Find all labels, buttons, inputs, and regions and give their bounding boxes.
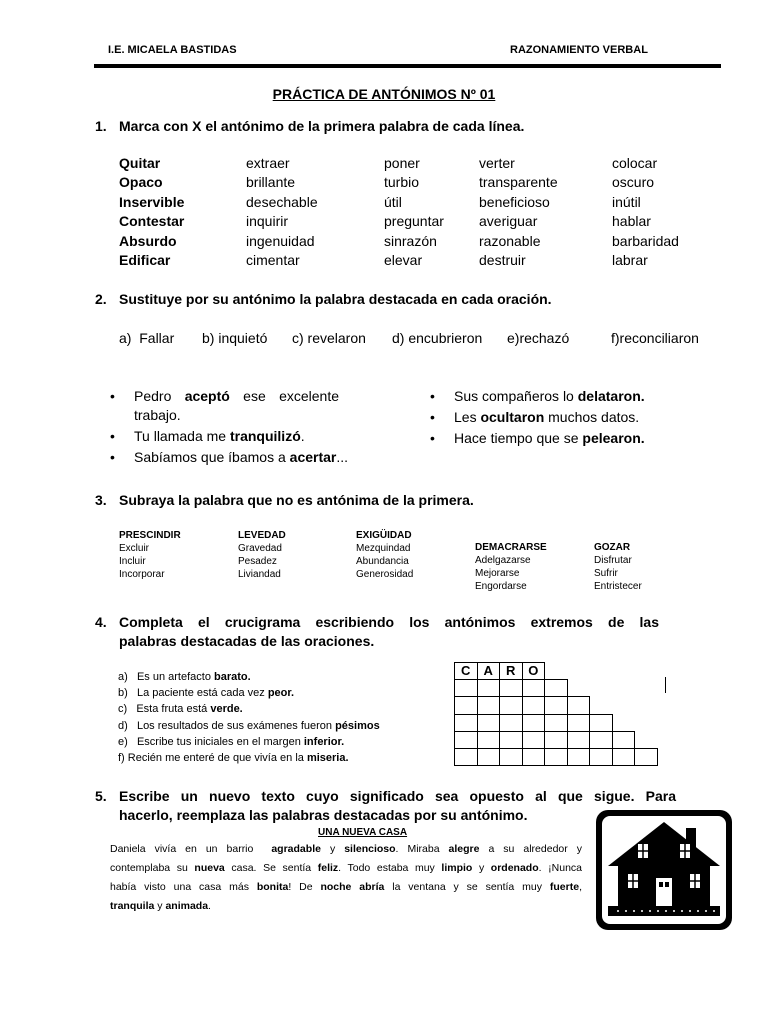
group-heading: PRESCINDIR (119, 530, 181, 541)
crossword-cell[interactable] (477, 679, 501, 697)
highlighted-word: tranquila (110, 900, 155, 912)
clue-text: e) Escribe tus iniciales en el margen (118, 735, 304, 748)
story-text (110, 840, 582, 916)
crossword-cell[interactable] (454, 748, 478, 766)
group-heading: EXIGÜIDAD (356, 530, 412, 541)
group-word[interactable]: Incorporar (119, 569, 165, 580)
highlighted-word: agradable (271, 843, 321, 855)
crossword-cell[interactable] (544, 679, 568, 697)
highlighted-word: peor. (267, 687, 295, 700)
sentence-text: ese excelente (229, 388, 339, 404)
crossword-cell[interactable] (499, 679, 523, 697)
crossword-clue (118, 671, 251, 683)
highlighted-word: noche abría (320, 881, 385, 893)
highlighted-word: miseria. (306, 752, 349, 764)
question-text: Subraya la palabra que no es antónima de la primera. (119, 492, 474, 508)
option-word[interactable]: labrar (612, 252, 648, 268)
group-word[interactable]: Adelgazarse (475, 555, 531, 566)
highlighted-word: fuerte (549, 881, 580, 893)
target-word: Absurdo (119, 232, 177, 249)
option-word[interactable]: turbio (384, 174, 420, 191)
clue-text: a) Es un artefacto (118, 671, 214, 683)
story-fragment: y (154, 900, 166, 912)
option-word[interactable]: razonable (479, 232, 541, 249)
option-word[interactable]: elevar (384, 252, 423, 268)
option-word[interactable]: desechable (246, 193, 318, 210)
option-word[interactable]: poner (384, 155, 420, 171)
group-word[interactable]: Abundancia (356, 556, 409, 567)
clue-text: f) Recién me enteré de que vivía en la (118, 752, 307, 764)
story-fragment: Daniela vivía en un barrio (110, 843, 272, 855)
word-bank-item: e)rechazó (507, 330, 570, 346)
crossword-cell[interactable] (612, 748, 636, 766)
sentence-text: ... (336, 449, 349, 465)
crossword-cell[interactable] (522, 714, 546, 732)
option-word[interactable]: preguntar (384, 213, 444, 230)
highlighted-word: barato. (214, 671, 251, 683)
highlighted-word: alegre (448, 843, 480, 855)
question-text: Marca con X el antónimo de la primera palabra de cada línea. (119, 118, 525, 134)
word-bank-item: d) encubrieron (392, 330, 483, 346)
question-text-line1: Escribe un nuevo texto cuyo significado sea opuesto al que sigue. Para (119, 788, 676, 804)
crossword-cell[interactable] (522, 731, 546, 749)
question-2 (0, 291, 768, 311)
question-number: 4. (95, 614, 107, 630)
crossword-cell[interactable] (477, 748, 501, 766)
target-word: Edificar (119, 252, 171, 268)
crossword-clue (118, 703, 243, 715)
group-word[interactable]: Sufrir (594, 568, 618, 579)
option-word[interactable]: extraer (246, 155, 290, 171)
group-word[interactable]: Mejorarse (475, 568, 520, 579)
target-word: Opaco (119, 174, 163, 191)
highlighted-word: verde. (210, 703, 243, 716)
highlighted-word: nueva (194, 862, 225, 874)
bullet-icon: • (430, 409, 435, 425)
question-number: 5. (95, 788, 107, 804)
question-number: 3. (95, 492, 107, 508)
word-bank-item: c) revelaron (292, 330, 366, 346)
crossword-cell[interactable] (589, 714, 613, 732)
option-word[interactable]: inútil (612, 193, 641, 210)
sentence-text: Tu llamada me (134, 428, 230, 444)
crossword-clue (118, 752, 349, 764)
highlighted-word: inferior. (303, 735, 345, 748)
sentence-continuation: trabajo. (134, 407, 181, 423)
subject-name: RAZONAMIENTO VERBAL (510, 44, 648, 56)
story-fragment: . ¡Nunca (538, 862, 583, 874)
option-word[interactable]: inquirir (246, 213, 289, 230)
sentence (134, 449, 348, 465)
option-word[interactable]: transparente (479, 174, 558, 191)
story-fragment: había visto una casa más (110, 881, 257, 893)
option-word[interactable]: ingenuidad (246, 232, 315, 249)
crossword-cell[interactable] (567, 748, 591, 766)
bullet-icon: • (110, 449, 115, 465)
group-word[interactable]: Excluir (119, 543, 150, 554)
group-heading: GOZAR (594, 542, 631, 553)
group-heading: DEMACRARSE (475, 542, 547, 553)
crossword-cell[interactable] (499, 696, 523, 714)
option-word[interactable]: hablar (612, 213, 651, 230)
highlighted-word: pelearon. (582, 430, 645, 446)
target-word: Inservible (119, 193, 185, 210)
crossword-cell[interactable] (477, 714, 501, 732)
option-word[interactable]: colocar (612, 155, 658, 171)
header-rule (94, 64, 721, 68)
highlighted-word: bonita (256, 881, 289, 893)
question-text-line2: hacerlo, reemplaza las palabras destacadas por su antónimo. (119, 807, 528, 823)
group-word[interactable]: Gravedad (238, 543, 282, 554)
sentence-text: Sus compañeros lo (454, 388, 578, 404)
option-word[interactable]: oscuro (612, 174, 655, 191)
question-1 (0, 118, 768, 138)
word-bank-item: a) Fallar (119, 330, 175, 346)
crossword-cell[interactable] (544, 748, 568, 766)
story-fragment: casa. Se sentía (224, 862, 318, 874)
sentence-text: muchos datos. (544, 409, 640, 425)
crossword-cell[interactable] (544, 731, 568, 749)
sentence (454, 430, 645, 446)
clue-text: d) Los resultados de sus exámenes fueron (118, 719, 336, 732)
group-word[interactable]: Generosidad (356, 569, 414, 580)
bullet-icon: • (430, 430, 435, 446)
story-title: UNA NUEVA CASA (318, 827, 408, 838)
word-bank-item: f)reconciliaron (611, 330, 699, 346)
crossword-cell[interactable] (567, 731, 591, 749)
story-line (110, 878, 582, 897)
bullet-icon: • (110, 428, 115, 444)
option-word[interactable]: destruir (479, 252, 526, 268)
group-word[interactable]: Incluir (119, 556, 146, 567)
highlighted-word: aceptó (184, 388, 230, 404)
sentence-text: . (300, 428, 305, 444)
question-3 (0, 492, 768, 512)
highlighted-word: silencioso (344, 843, 396, 855)
sentence (454, 388, 645, 404)
story-fragment: a su alrededor y (479, 843, 582, 855)
target-word: Contestar (119, 213, 185, 230)
question-text-line1: Completa el crucigrama escribiendo los antónimos extremos de las (119, 614, 659, 630)
clue-text: b) La paciente está cada vez (118, 687, 268, 700)
story-fragment: la ventana y se sentía muy (384, 881, 550, 893)
story-fragment: ! De (288, 881, 321, 893)
crossword-cell[interactable] (567, 696, 591, 714)
crossword-cell[interactable] (544, 696, 568, 714)
group-heading: LEVEDAD (238, 530, 286, 541)
group-word[interactable]: Mezquindad (356, 543, 411, 554)
group-word[interactable]: Disfrutar (594, 555, 632, 566)
group-word[interactable]: Engordarse (475, 581, 527, 592)
highlighted-word: animada (165, 900, 209, 912)
highlighted-word: limpio (441, 862, 473, 874)
highlighted-word: tranquilizó (229, 428, 301, 444)
option-word[interactable]: sinrazón (384, 232, 437, 249)
option-word[interactable]: beneficioso (479, 193, 550, 210)
crossword-cell[interactable] (499, 714, 523, 732)
target-word: Quitar (119, 155, 161, 171)
crossword-cell[interactable] (499, 731, 523, 749)
highlighted-word: pésimos (335, 719, 380, 732)
sentence-text: Sabíamos que íbamos a (134, 449, 290, 465)
highlighted-word: delataron. (577, 388, 645, 404)
crossword-cell: C (454, 662, 478, 680)
story-line (110, 859, 582, 878)
crossword-cell[interactable] (612, 731, 636, 749)
crossword-cell[interactable] (567, 714, 591, 732)
sentence (134, 428, 305, 444)
option-word[interactable]: barbaridad (612, 232, 679, 249)
story-fragment: contemplaba su (110, 862, 195, 874)
highlighted-word: feliz (317, 862, 339, 874)
option-word[interactable]: útil (384, 193, 402, 210)
crossword-clue (118, 736, 344, 748)
crossword-cell[interactable] (522, 679, 546, 697)
question-text-line2: palabras destacadas de las oraciones. (119, 633, 375, 649)
question-text: Sustituye por su antónimo la palabra destacada en cada oración. (119, 291, 552, 307)
story-fragment: . Miraba (395, 843, 449, 855)
question-number: 1. (95, 118, 107, 134)
crossword-cell[interactable] (499, 748, 523, 766)
crossword-cell: R (499, 662, 523, 680)
story-line (110, 897, 582, 916)
group-word[interactable]: Entristecer (594, 581, 642, 592)
story-fragment: . Todo estaba muy (338, 862, 442, 874)
page-title: PRÁCTICA DE ANTÓNIMOS Nº 01 (272, 86, 496, 102)
crossword-cell[interactable] (522, 696, 546, 714)
sentence-text: Pedro (134, 388, 185, 404)
sentence (454, 409, 639, 425)
story-fragment: . (208, 900, 211, 912)
clue-text: c) Esta fruta está (118, 703, 211, 716)
crossword-cell[interactable] (522, 748, 546, 766)
group-word[interactable]: Pesadez (238, 556, 277, 567)
question-number: 2. (95, 291, 107, 307)
bullet-icon: • (110, 388, 115, 404)
highlighted-word: ocultaron (480, 409, 545, 425)
school-name: I.E. MICAELA BASTIDAS (108, 44, 237, 56)
crossword-cell: A (477, 662, 501, 680)
grid-edge-mark (665, 677, 666, 693)
crossword-cell[interactable] (634, 748, 658, 766)
highlighted-word: ordenado (490, 862, 539, 874)
crossword-cell[interactable] (544, 714, 568, 732)
crossword-cell[interactable] (589, 731, 613, 749)
crossword-clue (118, 720, 380, 732)
sentence-text: Les (454, 409, 481, 425)
story-fragment: y (472, 862, 491, 874)
option-word[interactable]: averiguar (479, 213, 538, 230)
highlighted-word: acertar (289, 449, 337, 465)
crossword-cell[interactable] (454, 714, 478, 732)
sentence-text: Hace tiempo que se (454, 430, 583, 446)
option-word[interactable]: brillante (246, 174, 296, 191)
story-line (110, 840, 582, 859)
crossword-cell[interactable] (477, 696, 501, 714)
question-4 (0, 614, 768, 654)
crossword-cell[interactable] (454, 731, 478, 749)
story-fragment: , (579, 881, 582, 893)
crossword-cell[interactable] (454, 696, 478, 714)
crossword-cell[interactable] (589, 748, 613, 766)
option-word[interactable]: cimentar (246, 252, 300, 268)
group-word[interactable]: Liviandad (238, 569, 281, 580)
crossword-cell: O (522, 662, 546, 680)
crossword-cell[interactable] (454, 679, 478, 697)
crossword-cell[interactable] (477, 731, 501, 749)
crossword-clue (118, 687, 294, 699)
option-word[interactable]: verter (479, 155, 515, 171)
house-icon (594, 808, 734, 932)
story-fragment: y (320, 843, 345, 855)
word-bank-item: b) inquietó (202, 330, 268, 346)
bullet-icon: • (430, 388, 435, 404)
sentence (134, 388, 339, 404)
